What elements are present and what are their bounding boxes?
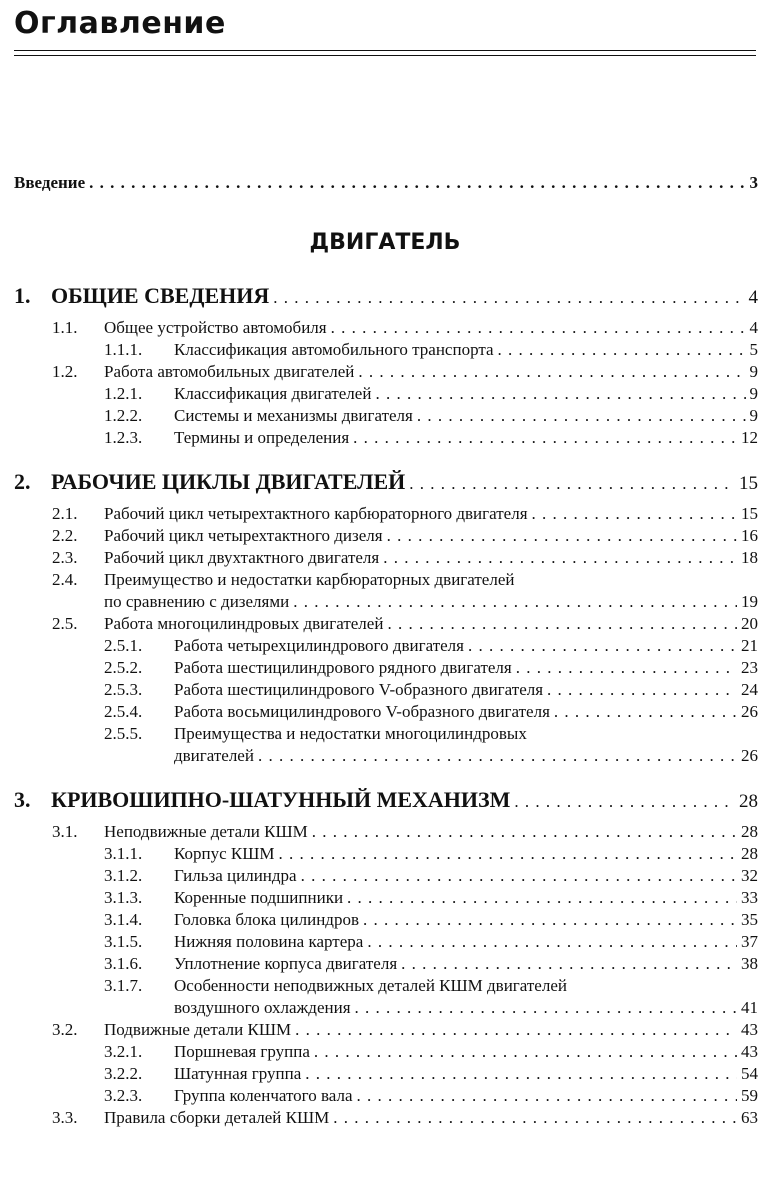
toc-entry-title-continued: по сравнению с дизелями — [104, 592, 290, 611]
toc-chapter-entry — [14, 787, 758, 815]
toc-entry-number: 3.3. — [52, 1108, 78, 1127]
dot-leader — [387, 613, 737, 635]
toc-entry-number: 1.2.2. — [104, 406, 143, 425]
toc-entry — [14, 1107, 758, 1129]
toc-entry — [14, 339, 758, 361]
toc-chapter-number: 3. — [14, 787, 31, 812]
toc-entry-title: Классификация автомобильного транспорта — [174, 340, 494, 359]
toc-chapter-title: ОБЩИЕ СВЕДЕНИЯ — [51, 283, 270, 308]
toc-entry — [14, 635, 758, 657]
toc-entry-page: 5 — [749, 340, 758, 359]
dot-leader — [333, 1107, 737, 1129]
toc-entry — [14, 953, 758, 975]
dot-leader — [401, 953, 737, 975]
toc-entry-title: Неподвижные детали КШМ — [104, 822, 308, 841]
toc-entry — [14, 657, 758, 679]
toc-entry-title: Поршневая группа — [174, 1042, 310, 1061]
toc-entry-number: 2.3. — [52, 548, 78, 567]
toc-entry-page: 28 — [741, 844, 758, 863]
toc-entry-page: 28 — [741, 822, 758, 841]
toc-chapter-number: 1. — [14, 283, 31, 308]
dot-leader — [273, 285, 744, 311]
toc-entry-title: Преимущество и недостатки карбюраторных двигателей — [104, 570, 515, 589]
toc-entry-page: 9 — [749, 384, 758, 403]
toc-entry — [14, 613, 758, 635]
toc-entry-title: Подвижные детали КШМ — [104, 1020, 292, 1039]
toc-entry-number: 2.5.2. — [104, 658, 143, 677]
toc-entry-number: 2.4. — [52, 570, 78, 589]
toc-entry-page: 26 — [741, 702, 758, 721]
dot-leader — [375, 383, 745, 405]
toc-entry-title: Работа многоцилиндровых двигателей — [104, 614, 384, 633]
toc-intro-entry — [14, 172, 758, 194]
toc-entry-title: Коренные подшипники — [174, 888, 344, 907]
toc-chapter-body — [14, 317, 758, 449]
toc-entry-page: 59 — [741, 1086, 758, 1105]
toc-intro-page: 3 — [749, 173, 758, 192]
toc-entry-number: 1.2.3. — [104, 428, 143, 447]
toc-entry-title: Особенности неподвижных деталей КШМ двигателей — [174, 976, 567, 995]
dot-leader — [409, 471, 735, 497]
toc-entry — [14, 1041, 758, 1063]
toc-entry-number: 2.5.5. — [104, 724, 143, 743]
toc-entry-page: 33 — [741, 888, 758, 907]
toc-entry-number: 3.2.2. — [104, 1064, 143, 1083]
toc-chapter-body — [14, 503, 758, 767]
toc-entry-title: Группа коленчатого вала — [174, 1086, 353, 1105]
toc-entry-number: 3.1. — [52, 822, 78, 841]
toc-entry-continuation — [14, 745, 758, 767]
dot-leader — [279, 843, 738, 865]
toc-entry-number: 3.2.3. — [104, 1086, 143, 1105]
toc-entry-page: 9 — [749, 406, 758, 425]
dot-leader — [417, 405, 746, 427]
toc-entry-number: 3.1.1. — [104, 844, 143, 863]
toc-chapter-page: 15 — [739, 473, 758, 494]
dot-leader — [89, 172, 745, 194]
toc-entry-number: 3.2.1. — [104, 1042, 143, 1061]
dot-leader — [331, 317, 746, 339]
toc-entry — [14, 887, 758, 909]
toc-entry — [14, 843, 758, 865]
toc-chapter-number: 2. — [14, 469, 31, 494]
toc-entry — [14, 361, 758, 383]
toc-entry-title: Работа автомобильных двигателей — [104, 362, 355, 381]
toc-entry-number: 3.2. — [52, 1020, 78, 1039]
toc-entry-title: Гильза цилиндра — [174, 866, 297, 885]
toc-entry-number: 2.5. — [52, 614, 78, 633]
toc-entry-page: 54 — [741, 1064, 758, 1083]
toc-entry-page: 43 — [741, 1042, 758, 1061]
toc-entry-page: 15 — [741, 504, 758, 523]
toc-entry-number: 1.2. — [52, 362, 78, 381]
dot-leader — [314, 1041, 737, 1063]
dot-leader — [357, 1085, 737, 1107]
toc-intro-title: Введение — [14, 173, 86, 192]
toc-entry-title: Корпус КШМ — [174, 844, 275, 863]
toc-entry-number: 3.1.6. — [104, 954, 143, 973]
dot-leader — [355, 997, 737, 1019]
toc-list — [14, 283, 758, 1129]
toc-entry-page: 20 — [741, 614, 758, 633]
toc-entry-page: 63 — [741, 1108, 758, 1127]
toc-entry — [14, 975, 758, 997]
toc-entry-title-continued: двигателей — [174, 746, 254, 765]
toc-entry-number: 2.5.4. — [104, 702, 143, 721]
toc-entry — [14, 503, 758, 525]
toc-entry-page: 41 — [741, 998, 758, 1017]
toc-entry-title: Головка блока цилиндров — [174, 910, 359, 929]
toc-entry-number: 2.5.1. — [104, 636, 143, 655]
dot-leader — [301, 865, 737, 887]
toc-entry-page: 12 — [741, 428, 758, 447]
dot-leader — [547, 679, 737, 701]
toc-entry-continuation — [14, 591, 758, 613]
dot-leader — [347, 887, 737, 909]
toc-chapter-title: РАБОЧИЕ ЦИКЛЫ ДВИГАТЕЛЕЙ — [51, 469, 406, 494]
toc-entry — [14, 701, 758, 723]
toc-entry-title: Нижняя половина картера — [174, 932, 364, 951]
toc-entry-title: Рабочий цикл двухтактного двигателя — [104, 548, 380, 567]
toc-entry — [14, 723, 758, 745]
toc-entry-page: 37 — [741, 932, 758, 951]
toc-entry-title: Системы и механизмы двигателя — [174, 406, 413, 425]
toc-entry — [14, 383, 758, 405]
toc-entry-page: 38 — [741, 954, 758, 973]
dot-leader — [468, 635, 737, 657]
dot-leader — [516, 657, 737, 679]
toc-entry-page: 23 — [741, 658, 758, 677]
toc-entry — [14, 679, 758, 701]
toc-chapter-page: 28 — [739, 791, 758, 812]
toc-entry-number: 3.1.3. — [104, 888, 143, 907]
toc-entry-number: 1.2.1. — [104, 384, 143, 403]
dot-leader — [532, 503, 737, 525]
dot-leader — [514, 789, 735, 815]
dot-leader — [498, 339, 746, 361]
dot-leader — [387, 525, 737, 547]
dot-leader — [383, 547, 737, 569]
toc-entry-page: 26 — [741, 746, 758, 765]
toc-entry-number: 1.1.1. — [104, 340, 143, 359]
toc-entry-title: Работа восьмицилиндрового V-образного двигателя — [174, 702, 550, 721]
toc-entry — [14, 405, 758, 427]
toc-entry-number: 2.2. — [52, 526, 78, 545]
toc-entry — [14, 317, 758, 339]
toc-entry-page: 21 — [741, 636, 758, 655]
toc-entry-title: Рабочий цикл четырехтактного дизеля — [104, 526, 383, 545]
dot-leader — [363, 909, 737, 931]
toc-entry-page: 43 — [741, 1020, 758, 1039]
toc-entry-page: 16 — [741, 526, 758, 545]
toc-chapter-entry — [14, 469, 758, 497]
toc-entry-continuation — [14, 997, 758, 1019]
toc-chapter-entry — [14, 283, 758, 311]
toc-entry-page: 4 — [749, 318, 758, 337]
toc-entry-title: Уплотнение корпуса двигателя — [174, 954, 398, 973]
dot-leader — [258, 745, 737, 767]
toc-entry — [14, 931, 758, 953]
dot-leader — [295, 1019, 737, 1041]
toc-entry-title: Шатунная группа — [174, 1064, 302, 1083]
toc-entry-title: Работа шестицилиндрового рядного двигателя — [174, 658, 512, 677]
toc-entry-page: 32 — [741, 866, 758, 885]
toc-entry — [14, 1063, 758, 1085]
toc-entry-title: Термины и определения — [174, 428, 350, 447]
dot-leader — [554, 701, 737, 723]
dot-leader — [305, 1063, 737, 1085]
toc-entry-title: Преимущества и недостатки многоцилиндровых — [174, 724, 527, 743]
toc-entry-title: Работа шестицилиндрового V-образного двигателя — [174, 680, 544, 699]
page-title: Оглавление — [14, 6, 226, 41]
toc-entry — [14, 547, 758, 569]
toc-entry-page: 24 — [741, 680, 758, 699]
dot-leader — [293, 591, 737, 613]
toc-entry — [14, 821, 758, 843]
toc-entry-title: Работа четырехцилиндрового двигателя — [174, 636, 464, 655]
toc-entry-title: Общее устройство автомобиля — [104, 318, 327, 337]
dot-leader — [353, 427, 737, 449]
toc-entry-title: Классификация двигателей — [174, 384, 372, 403]
toc-entry — [14, 909, 758, 931]
toc-chapter-page: 4 — [748, 287, 758, 308]
dot-leader — [312, 821, 737, 843]
toc-entry-page: 18 — [741, 548, 758, 567]
toc-entry-number: 3.1.5. — [104, 932, 143, 951]
toc-entry-number: 3.1.7. — [104, 976, 143, 995]
toc-entry — [14, 1019, 758, 1041]
dot-leader — [358, 361, 745, 383]
toc-entry-number: 2.1. — [52, 504, 78, 523]
dot-leader — [367, 931, 737, 953]
toc-entry-number: 2.5.3. — [104, 680, 143, 699]
toc-entry — [14, 427, 758, 449]
toc-entry-page: 35 — [741, 910, 758, 929]
toc-entry-title: Правила сборки деталей КШМ — [104, 1108, 330, 1127]
section-heading: ДВИГАТЕЛЬ — [309, 230, 461, 255]
toc-entry-page: 9 — [749, 362, 758, 381]
toc-entry-title: Рабочий цикл четырехтактного карбюраторного двигателя — [104, 504, 528, 523]
toc-entry — [14, 865, 758, 887]
toc-entry — [14, 525, 758, 547]
toc-chapter-title: КРИВОШИПНО-ШАТУННЫЙ МЕХАНИЗМ — [51, 787, 511, 812]
toc-chapter-body — [14, 821, 758, 1129]
toc-entry — [14, 1085, 758, 1107]
toc-entry-number: 3.1.4. — [104, 910, 143, 929]
toc-entry-number: 1.1. — [52, 318, 78, 337]
toc-entry-number: 3.1.2. — [104, 866, 143, 885]
toc-entry-title-continued: воздушного охлаждения — [174, 998, 351, 1017]
toc-entry — [14, 569, 758, 591]
title-rule — [14, 50, 756, 56]
toc-entry-page: 19 — [741, 592, 758, 611]
